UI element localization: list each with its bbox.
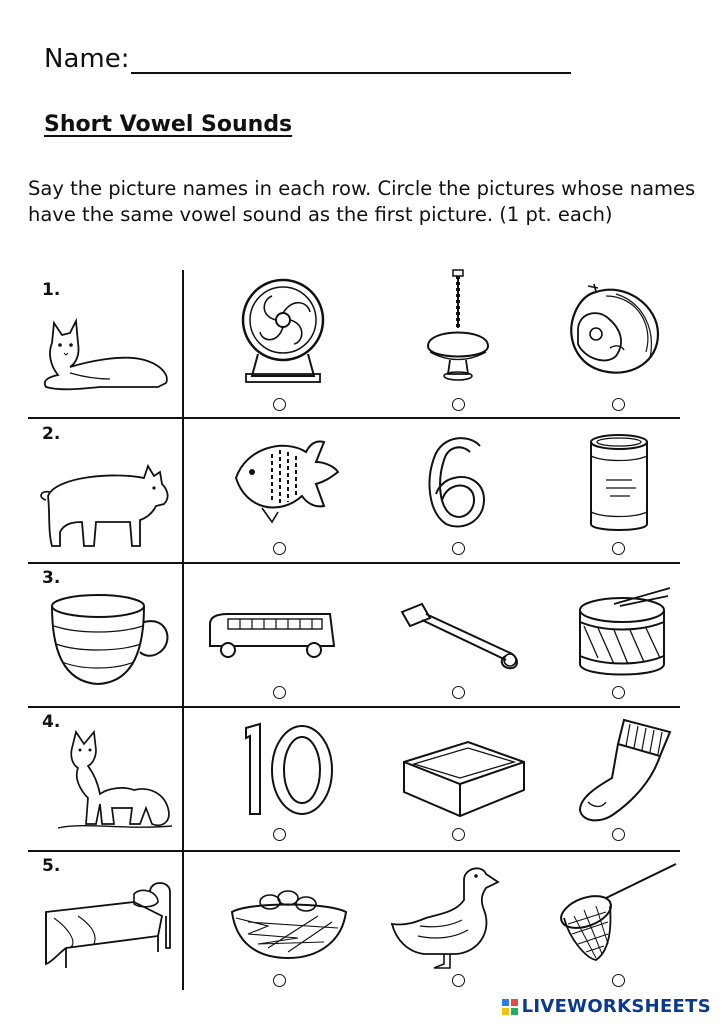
- liveworksheets-brand: [501, 996, 711, 1017]
- bed-picture: [38, 872, 176, 972]
- row-number-2: 2.: [42, 424, 61, 444]
- sock-picture: [574, 716, 674, 826]
- answer-radio-top[interactable]: [452, 398, 465, 411]
- fan-picture: [238, 272, 328, 387]
- bus-picture: [204, 606, 338, 662]
- answer-radio-sock[interactable]: [612, 828, 625, 841]
- answer-radio-fan[interactable]: [273, 398, 286, 411]
- row-number-5: 5.: [42, 856, 61, 876]
- answer-radio-pin[interactable]: [452, 686, 465, 699]
- name-label: Name:: [44, 44, 130, 74]
- answer-radio-fish[interactable]: [273, 542, 286, 555]
- answer-radio-bus[interactable]: [273, 686, 286, 699]
- ham-picture: [566, 278, 666, 378]
- liveworksheets-logo-icon: [501, 998, 519, 1016]
- cup-picture: [48, 592, 174, 688]
- duck-picture: [390, 860, 500, 972]
- drum-picture: [574, 584, 674, 684]
- net-picture: [556, 862, 680, 966]
- pig-picture: [36, 462, 176, 552]
- row-number-1: 1.: [42, 280, 61, 300]
- six-picture: [420, 432, 492, 532]
- brand-text: LIVEWORKSHEETS: [521, 996, 711, 1017]
- cat-picture: [40, 315, 175, 395]
- top-picture: [418, 268, 498, 386]
- pin-picture: [396, 594, 526, 672]
- ten-picture: [238, 720, 338, 820]
- answer-radio-ham[interactable]: [612, 398, 625, 411]
- answer-radio-can[interactable]: [612, 542, 625, 555]
- answer-radio-net[interactable]: [612, 974, 625, 987]
- answer-radio-drum[interactable]: [612, 686, 625, 699]
- page-title: Short Vowel Sounds: [44, 112, 293, 137]
- row-number-4: 4.: [42, 712, 61, 732]
- can-picture: [584, 432, 654, 534]
- row-number-3: 3.: [42, 568, 61, 588]
- fox-picture: [54, 728, 174, 834]
- answer-radio-ten[interactable]: [273, 828, 286, 841]
- fish-picture: [232, 432, 342, 527]
- answer-radio-nest[interactable]: [273, 974, 286, 987]
- box-picture: [398, 730, 528, 820]
- instructions-text: Say the picture names in each row. Circle the pictures whose names have the same vowel sound as the first picture. (1 pt. each): [28, 177, 696, 226]
- nest-picture: [228, 882, 350, 962]
- answer-radio-six[interactable]: [452, 542, 465, 555]
- answer-radio-box[interactable]: [452, 828, 465, 841]
- answer-radio-duck[interactable]: [452, 974, 465, 987]
